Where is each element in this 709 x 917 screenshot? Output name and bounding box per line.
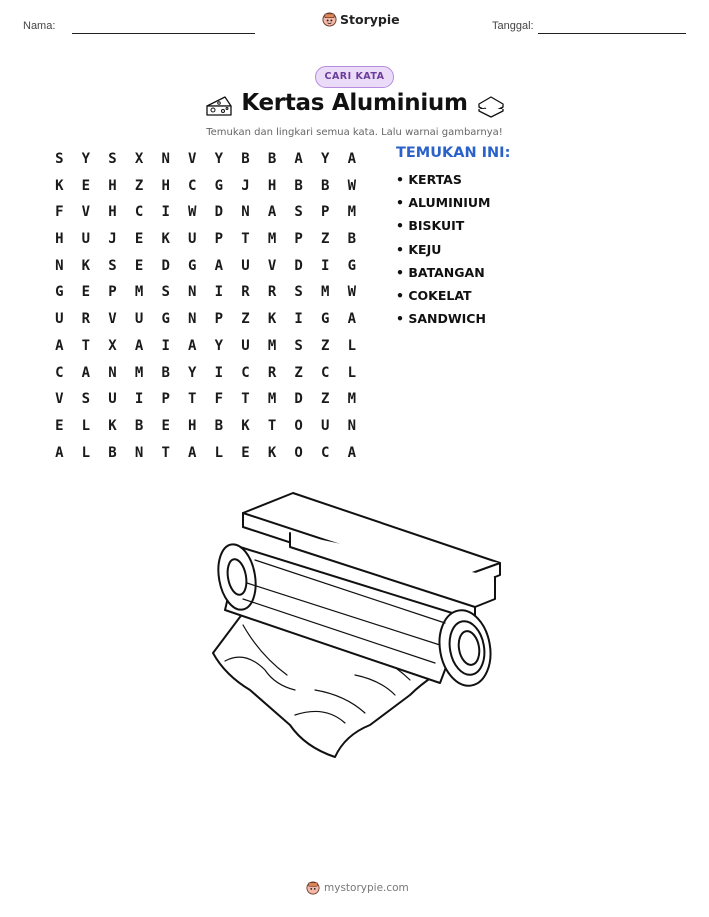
grid-letter[interactable]: Y	[321, 151, 330, 167]
grid-letter[interactable]: U	[81, 231, 91, 248]
grid-letter[interactable]: I	[134, 391, 144, 408]
activity-badge: CARI KATA	[315, 66, 394, 88]
grid-row	[46, 440, 365, 467]
grid-letter[interactable]: P	[214, 231, 224, 248]
grid-row	[46, 306, 365, 333]
grid-letter[interactable]: S	[161, 284, 170, 301]
grid-letter[interactable]: U	[108, 391, 117, 408]
grid-letter[interactable]: I	[214, 364, 224, 381]
grid-letter[interactable]: B	[134, 417, 144, 434]
grid-letter[interactable]: A	[347, 444, 357, 461]
grid-letter[interactable]: A	[81, 364, 91, 381]
grid-letter[interactable]: B	[294, 177, 303, 194]
grid-letter[interactable]: Z	[321, 231, 330, 248]
grid-letter[interactable]: K	[241, 417, 250, 434]
grid-letter[interactable]: P	[161, 391, 170, 408]
grid-letter[interactable]: B	[214, 417, 224, 434]
word-item: • KERTAS	[396, 172, 462, 187]
grid-letter[interactable]: O	[294, 444, 303, 461]
grid-letter[interactable]: W	[347, 284, 357, 301]
grid-letter[interactable]: Y	[81, 151, 91, 167]
grid-letter[interactable]: G	[347, 257, 357, 274]
word-item: • ALUMINIUM	[396, 195, 491, 211]
grid-row	[46, 199, 365, 226]
word-list	[396, 171, 490, 333]
grid-letter[interactable]: G	[188, 257, 197, 274]
grid-row	[46, 360, 365, 387]
grid-letter[interactable]: N	[188, 284, 197, 301]
grid-letter[interactable]: I	[321, 257, 330, 274]
grid-letter[interactable]: A	[134, 337, 144, 354]
grid-letter[interactable]: B	[321, 177, 330, 194]
grid-letter[interactable]: S	[294, 204, 303, 221]
grid-letter[interactable]: M	[267, 391, 277, 408]
grid-letter[interactable]: T	[81, 337, 91, 354]
grid-letter[interactable]: U	[134, 311, 144, 328]
brand-logo	[322, 12, 400, 27]
grid-letter[interactable]: H	[108, 204, 117, 221]
page-title: Kertas Aluminium	[241, 90, 468, 116]
grid-row	[46, 226, 365, 253]
footer-url: mystorypie.com	[324, 882, 409, 894]
grid-row	[46, 173, 365, 200]
grid-letter[interactable]: E	[81, 284, 91, 301]
name-label: Nama:	[23, 20, 56, 32]
grid-letter[interactable]: U	[241, 257, 250, 274]
grid-letter[interactable]: W	[347, 177, 357, 194]
grid-letter[interactable]: K	[81, 257, 91, 274]
grid-letter[interactable]: C	[321, 364, 330, 381]
grid-letter[interactable]: P	[321, 204, 330, 221]
grid-letter[interactable]: I	[294, 311, 303, 328]
grid-letter[interactable]: D	[294, 257, 303, 274]
sandwich-icon	[476, 94, 506, 118]
grid-row	[46, 253, 365, 280]
grid-row	[46, 386, 365, 413]
grid-letter[interactable]: I	[161, 337, 170, 354]
grid-letter[interactable]: S	[294, 337, 303, 354]
word-item: • KEJU	[396, 241, 442, 257]
word-search-grid	[46, 146, 365, 466]
footer	[306, 881, 409, 895]
grid-letter[interactable]: F	[55, 204, 64, 221]
grid-letter[interactable]: K	[267, 444, 277, 461]
grid-letter[interactable]: J	[108, 231, 117, 248]
grid-letter[interactable]: L	[214, 444, 224, 461]
grid-letter[interactable]: C	[188, 177, 197, 194]
grid-letter[interactable]: S	[108, 257, 117, 274]
grid-letter[interactable]: R	[267, 284, 277, 301]
grid-letter[interactable]: T	[188, 391, 197, 408]
grid-letter[interactable]: T	[161, 444, 170, 461]
grid-letter[interactable]: S	[108, 151, 117, 167]
word-list-title: TEMUKAN INI:	[396, 145, 511, 161]
grid-letter[interactable]: Z	[241, 311, 250, 328]
grid-letter[interactable]: Y	[188, 364, 197, 381]
grid-letter[interactable]: K	[267, 311, 277, 328]
grid-letter[interactable]: U	[55, 311, 64, 328]
grid-letter[interactable]: V	[188, 151, 197, 167]
grid-letter[interactable]: U	[241, 337, 250, 354]
word-item: • BATANGAN	[396, 264, 485, 280]
grid-letter[interactable]: H	[267, 177, 277, 194]
grid-letter[interactable]: E	[134, 257, 144, 274]
grid-letter[interactable]: N	[134, 444, 144, 461]
grid-letter[interactable]: G	[214, 177, 224, 194]
grid-letter[interactable]: N	[161, 151, 170, 167]
word-item: • COKELAT	[396, 287, 472, 303]
grid-letter[interactable]: V	[55, 391, 64, 408]
grid-row	[46, 413, 365, 440]
grid-letter[interactable]: A	[347, 311, 357, 328]
grid-letter[interactable]: N	[241, 204, 250, 221]
grid-letter[interactable]: M	[321, 284, 330, 301]
grid-letter[interactable]: D	[161, 257, 170, 274]
grid-letter[interactable]: N	[188, 311, 197, 328]
grid-letter[interactable]: G	[321, 311, 330, 328]
grid-letter[interactable]: U	[321, 417, 330, 434]
grid-letter[interactable]: M	[267, 337, 277, 354]
grid-letter[interactable]: R	[267, 364, 277, 381]
grid-letter[interactable]: V	[267, 257, 277, 274]
grid-letter[interactable]: M	[347, 204, 357, 221]
grid-letter[interactable]: Z	[321, 391, 330, 408]
grid-letter[interactable]: H	[161, 177, 170, 194]
instructions: Temukan dan lingkari semua kata. Lalu warnai gambarnya!	[206, 127, 503, 138]
grid-letter[interactable]: S	[55, 151, 64, 167]
grid-letter[interactable]: K	[108, 417, 117, 434]
grid-letter[interactable]: R	[241, 284, 250, 301]
grid-letter[interactable]: U	[188, 231, 197, 248]
grid-letter[interactable]: P	[294, 231, 303, 248]
grid-letter[interactable]: T	[241, 391, 250, 408]
grid-letter[interactable]: M	[134, 284, 144, 301]
grid-letter[interactable]: B	[161, 364, 170, 381]
grid-letter[interactable]: L	[347, 337, 357, 354]
grid-letter[interactable]: L	[81, 444, 91, 461]
grid-letter[interactable]: A	[55, 444, 64, 461]
grid-letter[interactable]: L	[347, 364, 357, 381]
grid-letter[interactable]: X	[108, 337, 117, 354]
grid-letter[interactable]: P	[108, 284, 117, 301]
grid-letter[interactable]: A	[347, 151, 357, 167]
grid-letter[interactable]: Z	[134, 177, 144, 194]
grid-letter[interactable]: C	[134, 204, 144, 221]
grid-letter[interactable]: I	[214, 284, 224, 301]
grid-letter[interactable]: V	[81, 204, 91, 221]
grid-letter[interactable]: R	[81, 311, 91, 328]
grid-letter[interactable]: Z	[321, 337, 330, 354]
grid-letter[interactable]: X	[134, 151, 144, 167]
grid-letter[interactable]: J	[241, 177, 250, 194]
grid-letter[interactable]: C	[55, 364, 64, 381]
grid-letter[interactable]: Z	[294, 364, 303, 381]
grid-letter[interactable]: G	[161, 311, 170, 328]
grid-letter[interactable]: A	[267, 204, 277, 221]
grid-letter[interactable]: H	[55, 231, 64, 248]
grid-letter[interactable]: M	[267, 231, 277, 248]
grid-letter[interactable]: N	[55, 257, 64, 274]
grid-letter[interactable]: D	[214, 204, 224, 221]
name-line	[72, 33, 255, 34]
word-item: • SANDWICH	[396, 311, 486, 327]
grid-letter[interactable]: A	[214, 257, 224, 274]
brand-name: Storypie	[340, 12, 400, 27]
grid-letter[interactable]: S	[81, 391, 91, 408]
grid-letter[interactable]: K	[55, 177, 64, 194]
grid-letter[interactable]: E	[55, 417, 64, 434]
aluminium-foil-roll-illustration	[195, 485, 515, 770]
grid-row	[46, 279, 365, 306]
grid-letter[interactable]: C	[321, 444, 330, 461]
grid-letter[interactable]: A	[55, 337, 64, 354]
grid-letter[interactable]: L	[81, 417, 91, 434]
grid-letter[interactable]: I	[161, 204, 170, 221]
grid-letter[interactable]: O	[294, 417, 303, 434]
grid-letter[interactable]: D	[294, 391, 303, 408]
grid-letter[interactable]: K	[161, 231, 170, 248]
grid-letter[interactable]: T	[241, 231, 250, 248]
grid-letter[interactable]: A	[294, 151, 303, 167]
storypie-mascot-icon	[306, 881, 320, 895]
grid-letter[interactable]: H	[108, 177, 117, 194]
grid-letter[interactable]: B	[108, 444, 117, 461]
date-line	[538, 33, 686, 34]
grid-letter[interactable]: T	[267, 417, 277, 434]
grid-letter[interactable]: S	[294, 284, 303, 301]
grid-letter[interactable]: G	[55, 284, 64, 301]
grid-letter[interactable]: M	[347, 391, 357, 408]
grid-letter[interactable]: F	[214, 391, 224, 408]
storypie-mascot-icon	[322, 12, 337, 27]
grid-letter[interactable]: A	[188, 337, 197, 354]
grid-row	[46, 333, 365, 360]
grid-letter[interactable]: V	[108, 311, 117, 328]
grid-letter[interactable]: W	[188, 204, 197, 221]
grid-letter[interactable]: N	[108, 364, 117, 381]
grid-letter[interactable]: B	[267, 151, 277, 167]
grid-letter[interactable]: Y	[214, 151, 224, 167]
grid-letter[interactable]: H	[188, 417, 197, 434]
grid-letter[interactable]: N	[347, 417, 357, 434]
grid-letter[interactable]: E	[241, 444, 250, 461]
grid-letter[interactable]: C	[241, 364, 250, 381]
grid-letter[interactable]: B	[241, 151, 250, 167]
grid-row	[46, 146, 365, 173]
date-label: Tanggal:	[492, 20, 534, 32]
grid-letter[interactable]: A	[188, 444, 197, 461]
grid-letter[interactable]: E	[81, 177, 91, 194]
word-item: • BISKUIT	[396, 218, 465, 234]
grid-letter[interactable]: B	[347, 231, 357, 248]
grid-letter[interactable]: P	[214, 311, 224, 328]
grid-letter[interactable]: M	[134, 364, 144, 381]
grid-letter[interactable]: E	[134, 231, 144, 248]
grid-letter[interactable]: E	[161, 417, 170, 434]
grid-letter[interactable]: Y	[214, 337, 224, 354]
